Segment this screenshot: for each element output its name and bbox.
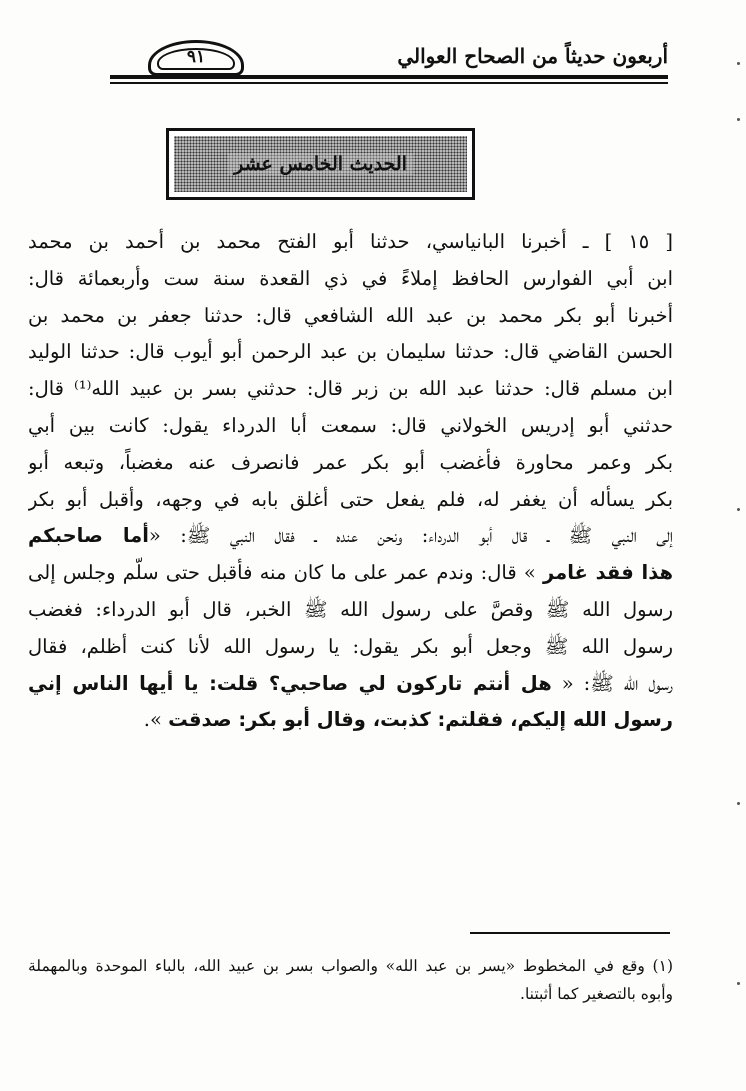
running-title: أربعون حديثاً من الصحاح العوالي: [397, 44, 668, 68]
page-number-badge: [148, 40, 244, 76]
body-text-segment: » قال: وندم عمر على ما كان منه فأقبل حتى سلّم وجلس إلى: [28, 561, 544, 585]
header-rule-thin: [110, 82, 668, 84]
body-line: [28, 666, 673, 703]
hadith-quote-bold: هل أنتم تاركون لي صاحبي؟ قلت: يا أيها الناس إني: [28, 671, 552, 695]
page-number: ٩١: [186, 47, 206, 67]
hadith-quote-bold: أما صاحبكم: [28, 524, 149, 548]
body-line: بكر يسأله أن يغفر له، فلم يفعل حتى أغلق بابه في وجهه، وأقبل أبو بكر: [28, 487, 673, 511]
body-line: أخبرنا أبو بكر محمد بن عبد الله الشافعي قال: حدثنا جعفر بن محمد بن: [28, 303, 673, 327]
header-rule-thick: [110, 75, 668, 79]
margin-speck: [737, 118, 740, 121]
margin-speck: [737, 508, 740, 511]
body-line: ابن أبي الفوارس الحافظ إملاءً في ذي القعدة سنة ست وأربعمائة قال:: [28, 266, 673, 290]
hadith-quote-bold: هذا فقد غامر: [543, 561, 673, 585]
body-line: حدثني أبو إدريس الخولاني قال: سمعت أبا الدرداء يقول: كانت بين أبي: [28, 413, 673, 437]
section-title: الحديث الخامس عشر: [228, 153, 413, 175]
body-line: الحسن القاضي قال: حدثنا سليمان بن عبد الرحمن أبو أيوب قال: حدثنا الوليد: [28, 340, 673, 364]
body-line: رسول الله ﷺ وقصَّ على رسول الله ﷺ الخبر، قال أبو الدرداء: فغضب: [28, 597, 673, 621]
body-line: رسول الله ﷺ وجعل أبو بكر يقول: يا رسول الله لأنا كنت أظلم، فقال: [28, 634, 673, 658]
hadith-quote-bold: رسول الله إليكم، فقلتم: كذبت، وقال أبو بكر: صدقت: [168, 708, 673, 732]
body-line: [ ١٥ ] ـ أخبرنا البانياسي، حدثنا أبو الفتح محمد بن أحمد بن محمد: [28, 230, 673, 253]
body-line: [28, 518, 673, 555]
body-line: بكر وعمر محاورة فأغضب أبو بكر عمر فانصرف عنه مغضباً، وتبعه أبو: [28, 450, 673, 474]
body-line: [28, 555, 673, 592]
margin-speck: [737, 982, 740, 985]
hadith-body: [28, 224, 673, 739]
footnote-line: وأبوه بالتصغير كما أثبتنا.: [520, 985, 673, 1003]
margin-speck: [737, 62, 740, 65]
margin-speck: [737, 802, 740, 805]
footnote: [28, 952, 673, 1008]
footnote-separator: [470, 932, 670, 934]
body-text-segment: إلى النبي ﷺ ـ قال أبو الدرداء: ونحن عنده ـ فقال النبي ﷺ: «: [148, 524, 673, 548]
section-title-box: [166, 128, 475, 200]
body-text-segment: ».: [143, 708, 169, 732]
footnote-line: (١) وقع في المخطوط «يسر بن عبد الله» والصواب بسر بن عبيد الله، بالباء الموحدة وبالمهملة: [28, 957, 673, 975]
body-text-segment: رسول الله ﷺ: «: [551, 671, 673, 695]
section-title-panel: [174, 136, 467, 192]
body-line: [28, 702, 673, 739]
body-line: ابن مسلم قال: حدثنا عبد الله بن زبر قال: حدثني بسر بن عبيد الله⁽¹⁾ قال:: [28, 377, 673, 401]
